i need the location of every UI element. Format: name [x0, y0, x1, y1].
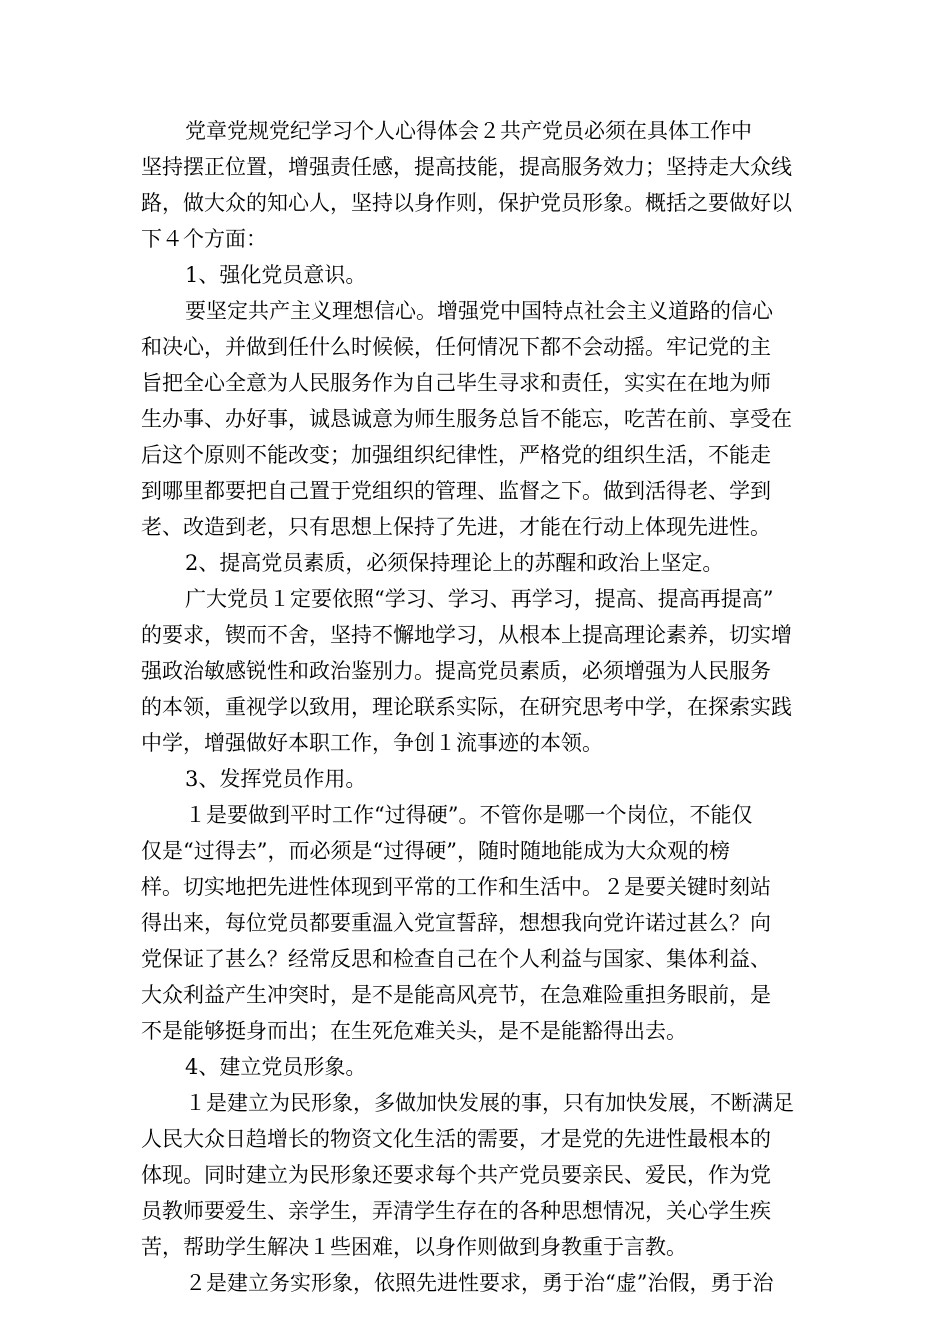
paragraph-line: 旨把全心全意为人民服务作为自己毕生寻求和责任，实实在在地为师 — [141, 371, 771, 395]
paragraph-line: 党章党规党纪学习个人心得体会２共产党员必须在具体工作中 — [185, 119, 752, 143]
paragraph-line: 体现。同时建立为民形象还要求每个共产党员要亲民、爱民，作为党 — [141, 1163, 771, 1187]
section-heading: 3、发挥党员作用。 — [185, 767, 367, 791]
paragraph-line: 党保证了甚么？经常反思和检查自己在个人利益与国家、集体利益、 — [141, 947, 771, 971]
paragraph-line: ２是建立务实形象，依照先进性要求，勇于治“虚”治假，勇于治 — [185, 1271, 774, 1295]
paragraph-line: 人民大众日趋增长的物资文化生活的需要，才是党的先进性最根本的 — [141, 1127, 771, 1151]
paragraph-line: 广大党员１定要依照“学习、学习、再学习，提高、提高再提高” — [185, 587, 774, 611]
paragraph-line: 中学，增强做好本职工作，争创１流事迹的本领。 — [141, 731, 603, 755]
paragraph-line: 老、改造到老，只有思想上保持了先进，才能在行动上体现先进性。 — [141, 515, 771, 539]
paragraph-line: 下４个方面： — [141, 227, 267, 251]
paragraph-line: 后这个原则不能改变；加强组织纪律性，严格党的组织生活，不能走 — [141, 443, 771, 467]
paragraph-line: 苦，帮助学生解决１些困难，以身作则做到身教重于言教。 — [141, 1235, 687, 1259]
paragraph-line: 要坚定共产主义理想信心。增强党中国特点社会主义道路的信心 — [185, 299, 773, 323]
paragraph-line: 和决心，并做到任什么时候候，任何情况下都不会动摇。牢记党的主 — [141, 335, 771, 359]
paragraph-line: 的本领，重视学以致用，理论联系实际，在研究思考中学，在探索实践 — [141, 695, 792, 719]
paragraph-line: １是要做到平时工作“过得硬”。不管你是哪一个岗位，不能仅 — [185, 803, 753, 827]
paragraph-line: 到哪里都要把自己置于党组织的管理、监督之下。做到活得老、学到 — [141, 479, 771, 503]
paragraph-line: １是建立为民形象，多做加快发展的事，只有加快发展，不断满足 — [185, 1091, 794, 1115]
document-body — [141, 113, 807, 1301]
paragraph-line: 的要求，锲而不舍，坚持不懈地学习，从根本上提高理论素养，切实增 — [141, 623, 792, 647]
paragraph-line: 坚持摆正位置，增强责任感，提高技能，提高服务效力；坚持走大众线 — [141, 155, 792, 179]
section-heading: 4、建立党员形象。 — [185, 1055, 367, 1079]
paragraph-line: 生办事、办好事，诚恳诚意为师生服务总旨不能忘，吃苦在前、享受在 — [141, 407, 792, 431]
paragraph-line: 样。切实地把先进性体现到平常的工作和生活中。２是要关键时刻站 — [141, 875, 771, 899]
paragraph-line: 员教师要爱生、亲学生，弄清学生存在的各种思想情况，关心学生疾 — [141, 1199, 771, 1223]
paragraph-line: 仅是“过得去”，而必须是“过得硬”，随时随地能成为大众观的榜 — [141, 839, 730, 863]
paragraph-line: 强政治敏感锐性和政治鉴别力。提高党员素质，必须增强为人民服务 — [141, 659, 771, 683]
section-heading: 2、提高党员素质，必须保持理论上的苏醒和政治上坚定。 — [185, 551, 724, 575]
paragraph-line: 不是能够挺身而出；在生死危难关头，是不是能豁得出去。 — [141, 1019, 687, 1043]
paragraph-line: 路，做大众的知心人，坚持以身作则，保护党员形象。概括之要做好以 — [141, 191, 792, 215]
paragraph-line: 得出来，每位党员都要重温入党宣誓辞，想想我向党许诺过甚么？向 — [141, 911, 771, 935]
section-heading: 1、强化党员意识。 — [185, 263, 367, 287]
paragraph-line: 大众利益产生冲突时，是不是能高风亮节，在急难险重担务眼前，是 — [141, 983, 771, 1007]
